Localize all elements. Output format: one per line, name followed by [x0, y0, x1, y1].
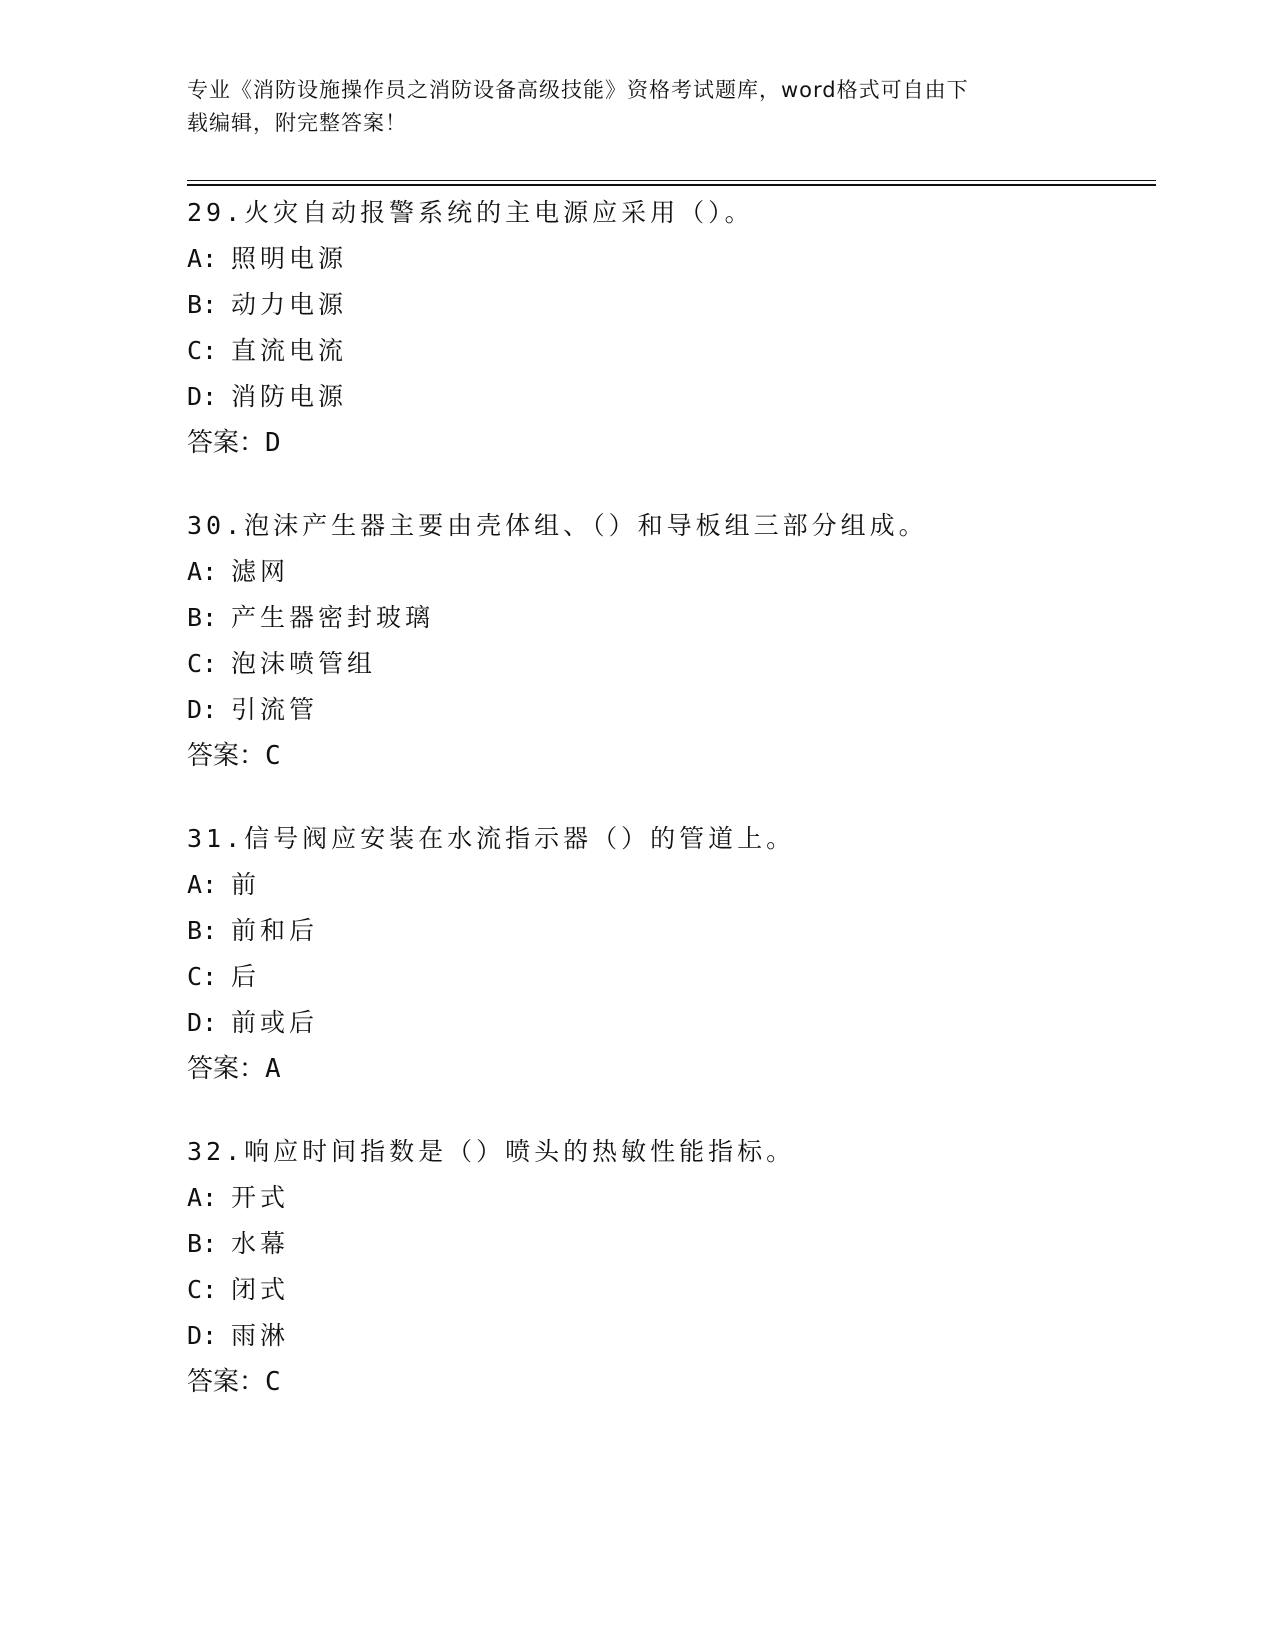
option-text: 滤网 — [231, 557, 290, 586]
option-letter: B: — [187, 290, 218, 319]
answer-label: 答案： — [187, 1367, 266, 1397]
option-letter: C: — [187, 649, 218, 678]
answer-line — [187, 733, 1147, 779]
option-text: 泡沫喷管组 — [231, 649, 377, 678]
option-letter: B: — [187, 916, 218, 945]
header-divider-thick — [187, 184, 1156, 186]
option-text: 引流管 — [231, 695, 319, 724]
option-letter: A: — [187, 1183, 218, 1212]
question-31 — [187, 816, 1147, 1092]
option-letter: C: — [187, 1275, 218, 1304]
option-c — [187, 328, 1147, 374]
question-30 — [187, 503, 1147, 779]
option-text: 消防电源 — [231, 382, 348, 411]
option-text: 闭式 — [231, 1275, 290, 1304]
option-b — [187, 282, 1147, 328]
option-a — [187, 236, 1147, 282]
option-a — [187, 862, 1147, 908]
option-letter: B: — [187, 603, 218, 632]
answer-label: 答案： — [187, 741, 266, 771]
option-letter: D: — [187, 695, 218, 724]
option-d — [187, 1000, 1147, 1046]
document-header — [187, 74, 1087, 140]
answer-label: 答案： — [187, 428, 266, 458]
option-text: 水幕 — [231, 1229, 290, 1258]
option-text: 开式 — [231, 1183, 290, 1212]
question-32 — [187, 1129, 1147, 1405]
option-text: 照明电源 — [231, 244, 348, 273]
option-b — [187, 908, 1147, 954]
option-letter: D: — [187, 382, 218, 411]
option-c — [187, 954, 1147, 1000]
option-letter: D: — [187, 1321, 218, 1350]
option-c — [187, 1267, 1147, 1313]
option-text: 动力电源 — [231, 290, 348, 319]
option-text: 直流电流 — [231, 336, 348, 365]
option-b — [187, 595, 1147, 641]
answer-value: D — [265, 428, 281, 458]
question-stem: 30.泡沫产生器主要由壳体组、（）和导板组三部分组成。 — [187, 511, 928, 540]
option-text: 产生器密封玻璃 — [231, 603, 435, 632]
option-a — [187, 1175, 1147, 1221]
option-b — [187, 1221, 1147, 1267]
question-29 — [187, 190, 1147, 466]
option-d — [187, 687, 1147, 733]
option-letter: C: — [187, 962, 218, 991]
option-text: 前和后 — [231, 916, 319, 945]
option-letter: A: — [187, 244, 218, 273]
option-text: 雨淋 — [231, 1321, 290, 1350]
question-list — [187, 190, 1147, 1442]
option-d — [187, 1313, 1147, 1359]
option-d — [187, 374, 1147, 420]
answer-label: 答案： — [187, 1054, 266, 1084]
answer-value: A — [265, 1054, 281, 1084]
header-divider-thin — [187, 180, 1156, 181]
question-stem: 32.响应时间指数是（）喷头的热敏性能指标。 — [187, 1137, 796, 1166]
answer-line — [187, 1359, 1147, 1405]
option-text: 前 — [231, 870, 261, 899]
answer-line — [187, 1046, 1147, 1092]
question-stem: 31.信号阀应安装在水流指示器（）的管道上。 — [187, 824, 796, 853]
option-letter: D: — [187, 1008, 218, 1037]
answer-value: C — [265, 1367, 281, 1397]
header-line-2: 载编辑，附完整答案！ — [187, 111, 407, 135]
option-letter: B: — [187, 1229, 218, 1258]
option-a — [187, 549, 1147, 595]
option-c — [187, 641, 1147, 687]
option-letter: A: — [187, 870, 218, 899]
option-letter: A: — [187, 557, 218, 586]
option-text: 前或后 — [231, 1008, 319, 1037]
question-stem: 29.火灾自动报警系统的主电源应采用（）。 — [187, 198, 754, 227]
option-text: 后 — [231, 962, 261, 991]
answer-value: C — [265, 741, 281, 771]
option-letter: C: — [187, 336, 218, 365]
header-line-1: 专业《消防设施操作员之消防设备高级技能》资格考试题库，word格式可自由下 — [187, 78, 969, 102]
answer-line — [187, 420, 1147, 466]
